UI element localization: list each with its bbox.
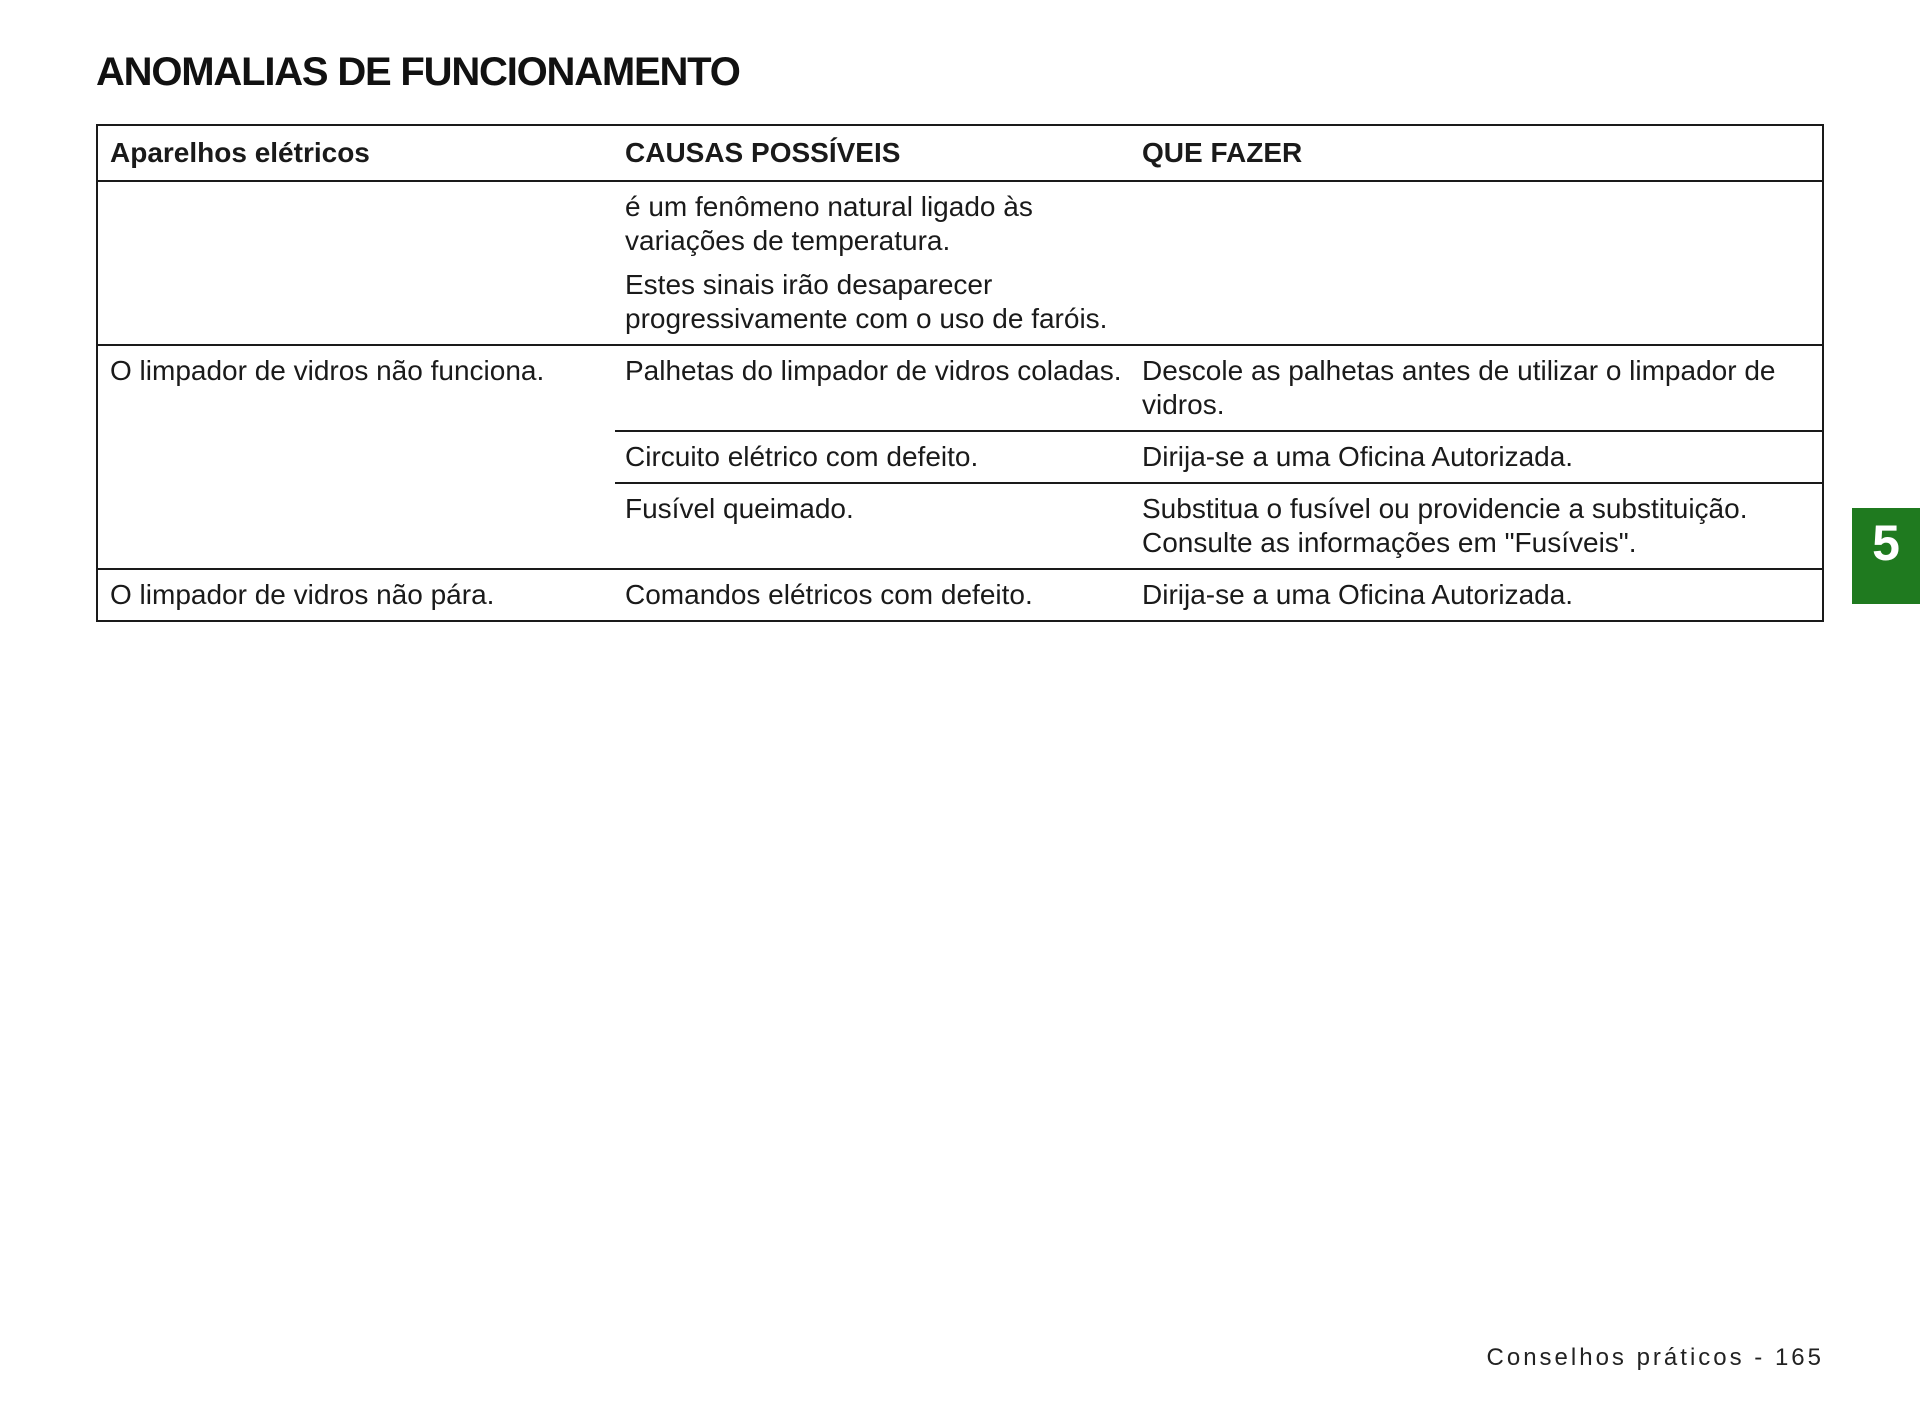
- cause-cell: [615, 182, 1132, 344]
- header-label-devices: Aparelhos elétricos: [110, 137, 370, 168]
- action-text: Descole as palhetas antes de utilizar o limpador de vidros.: [1142, 355, 1776, 420]
- cause-cell: [615, 432, 1132, 482]
- table-row: [98, 180, 1822, 344]
- cause-text: Estes sinais irão desaparecer progressivamente com o uso de faróis.: [625, 269, 1108, 334]
- symptom-text: O limpador de vidros não pára.: [110, 579, 495, 610]
- header-cell-devices: [98, 126, 615, 180]
- sub-row: [615, 430, 1822, 482]
- cause-cell: [615, 570, 1132, 620]
- sub-row: [615, 482, 1822, 568]
- action-text: Dirija-se a uma Oficina Autorizada.: [1142, 579, 1574, 610]
- action-text: Dirija-se a uma Oficina Autorizada.: [1142, 441, 1574, 472]
- cause-cell: [615, 346, 1132, 430]
- table-header-row: [98, 126, 1822, 180]
- action-cell: [1132, 346, 1822, 430]
- symptom-cell: [98, 346, 615, 568]
- table-row: [98, 568, 1822, 620]
- cause-text: Comandos elétricos com defeito.: [625, 579, 1033, 610]
- header-cell-causes: [615, 126, 1132, 180]
- page-title: ANOMALIAS DE FUNCIONAMENTO: [96, 50, 740, 94]
- troubleshooting-table: [96, 124, 1824, 622]
- action-cell: [1132, 182, 1822, 344]
- symptom-cell: [98, 570, 615, 620]
- sub-rows: [615, 346, 1822, 568]
- cause-text: Circuito elétrico com defeito.: [625, 441, 979, 472]
- action-cell: [1132, 484, 1822, 568]
- action-text: Substitua o fusível ou providencie a substituição. Consulte as informações em "Fusíveis".: [1142, 493, 1748, 558]
- cause-cell: [615, 484, 1132, 568]
- cause-text: é um fenômeno natural ligado às variações de temperatura.: [625, 191, 1033, 256]
- sub-row: [615, 346, 1822, 430]
- chapter-tab: 5: [1852, 508, 1920, 604]
- action-cell: [1132, 432, 1822, 482]
- cause-text: Palhetas do limpador de vidros coladas.: [625, 355, 1122, 386]
- header-cell-actions: [1132, 126, 1822, 180]
- table-row: [98, 344, 1822, 568]
- symptom-text: O limpador de vidros não funciona.: [110, 355, 545, 386]
- header-label-actions: QUE FAZER: [1142, 137, 1303, 168]
- header-label-causes: CAUSAS POSSÍVEIS: [625, 137, 901, 168]
- page-footer: Conselhos práticos - 165: [1486, 1344, 1824, 1371]
- cause-text: Fusível queimado.: [625, 493, 854, 524]
- symptom-cell: [98, 182, 615, 344]
- action-cell: [1132, 570, 1822, 620]
